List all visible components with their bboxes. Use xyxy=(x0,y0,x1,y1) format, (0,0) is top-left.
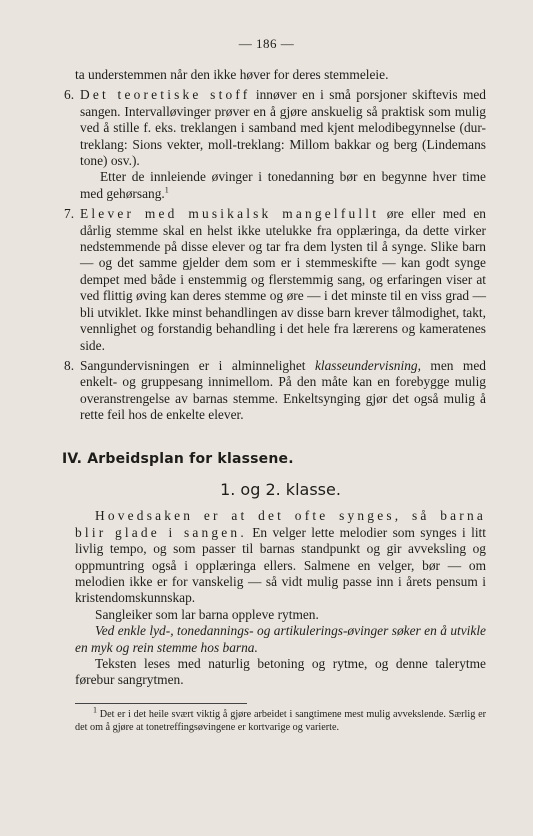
body-paragraph: Teksten leses med naturlig betoning og rytme, og denne talerytme førebur sangrytmen. xyxy=(75,656,486,688)
item-number: 6. xyxy=(64,87,75,103)
item-text: innøver en i små porsjoner skiftevis med sangen. Intervalløvinger prøver en å gjøre anskuelig så praktisk som mulig ved å stille f. eks. treklangen i samband med kjent melodibegynnelse (dur-treklang: Sions vekter, moll-treklang: Millom bakkar og berg (Lindemans tone) osv.). xyxy=(80,87,486,169)
subheading: 1. og 2. klasse. xyxy=(220,479,341,499)
spaced-phrase: Hovedsaken er at det ofte synges, så barna blir glade i sangen. xyxy=(75,508,486,540)
spaced-term: Det teoretiske stoff xyxy=(80,87,251,103)
list-item-8 xyxy=(64,357,486,424)
body-paragraph-italic: Ved enkle lyd-, tonedannings- og artikulerings-øvinger søker en å utvikle en myk og rein stemme hos barna. xyxy=(75,623,486,655)
section-heading: IV. Arbeidsplan for klassene. xyxy=(62,450,294,467)
footnote-marker: 1 xyxy=(93,705,97,715)
footnote-marker: 1 xyxy=(164,185,169,195)
item-paragraph: Etter de innleiende øvinger i tonedanning bør en begynne hver time med gehørsang. xyxy=(80,169,486,201)
body-paragraph: Hovedsaken er at det ofte synges, så barna blir glade i sangen. En velger lette melodier som synges i litt livlig tempo, og som passer til barnas standpunkt og gir avveksling og oppmuntring også i opplæringa ellers. Salmene en velger, bør — om melodien ikke er for vanskelig — så vidt mulig passe inn i årets pensum i kristendomskunnskap. xyxy=(75,508,486,606)
footnote: $^1$ Det er i det heile svært viktig å gjøre arbeidet i sangtimene mest mulig avvekslende. Særlig er det om å gjøre at tonetreffingsøvingene er kortvarige og varierte. xyxy=(75,705,486,733)
item-text: men med enkelt- og gruppesang innimellom. På den måte kan en forebygge mulig overanstrengelse av barnas stemme. Enkeltsynging gjør det også mulig å rette feil hos de enkelte elever. xyxy=(80,357,486,423)
item-text: Sangundervisningen er i alminnelighet xyxy=(80,357,315,373)
item-number: 8. xyxy=(64,357,75,373)
spaced-term: Elever med musikalsk mangelfullt xyxy=(80,206,380,222)
body-paragraph: Sangleiker som lar barna oppleve rytmen. xyxy=(95,606,319,622)
list-item-6 xyxy=(64,87,486,202)
page-text xyxy=(62,67,486,734)
item-text: øre eller med en dårlig stemme skal en helst ikke utelukke fra opplæringa, da dette virker nedstemmende på disse elever og tar fra dem lysten til å synge. Slike barn — og det samme gjelder dem som er i stemmeskifte — kan godt synge dempet med både i enstemmig og flerstemmig sang, og erfaringen viser at ved flittig øving kan deres stemme og øre — i det minste til en viss grad — bli utviklet. Ikke minst behandlingen av disse barn krever tålmodighet, takt, vennlighet og forstandig behandling i det hele fra lærerens og kameratenes side. xyxy=(80,206,486,353)
list-item-7 xyxy=(64,206,486,354)
page-number: — 186 — xyxy=(238,36,295,51)
italic-term: klasseundervisning, xyxy=(314,357,421,373)
item-number: 7. xyxy=(64,206,75,222)
footnote-divider xyxy=(75,703,247,704)
continuation-paragraph: ta understemmen når den ikke høver for deres stemmeleie. xyxy=(75,67,389,82)
